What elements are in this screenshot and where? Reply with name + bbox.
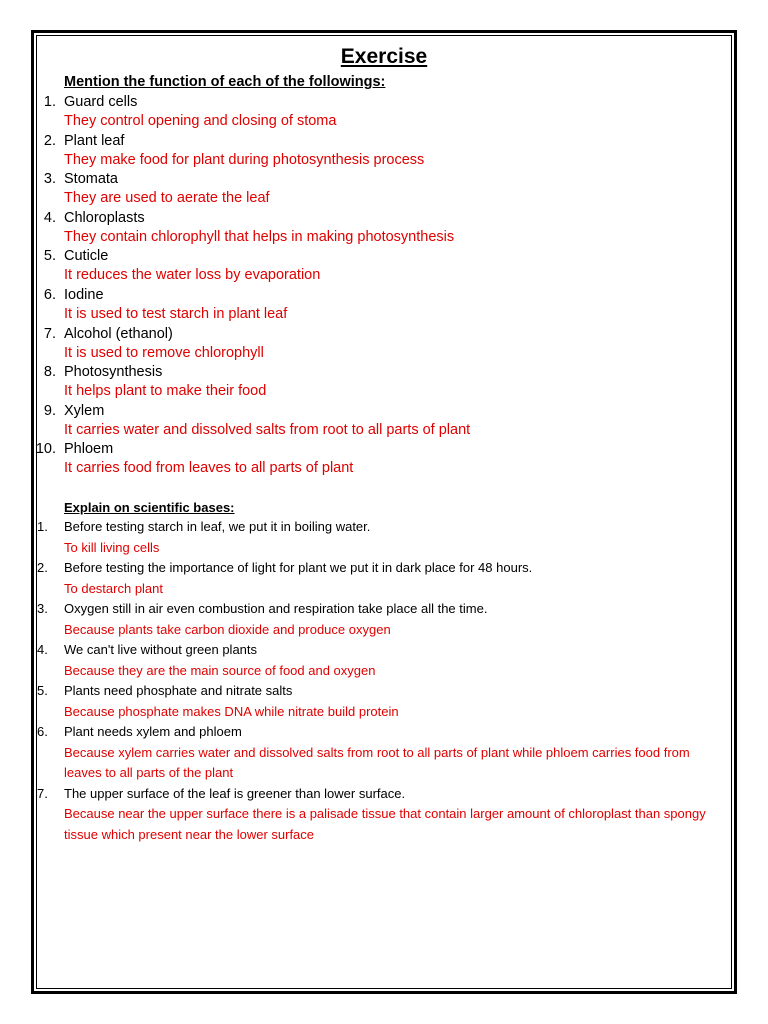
item-question: Before testing the importance of light for plant we put it in dark place for 48 hours.	[64, 560, 533, 575]
item-number: 5.	[43, 248, 56, 265]
item-number: 5.	[37, 683, 48, 698]
item-number: 7.	[43, 325, 56, 342]
item-number: 2.	[43, 132, 56, 149]
item-number: 10.	[35, 441, 56, 458]
list-item	[30, 640, 730, 681]
item-number: 3.	[43, 171, 56, 188]
list-item	[30, 784, 730, 846]
list-item	[30, 681, 730, 722]
list-item	[30, 558, 730, 599]
item-question: The upper surface of the leaf is greener than lower surface.	[64, 785, 406, 801]
list-item	[30, 599, 730, 640]
section-heading-functions: Mention the function of each of the followings:	[64, 74, 386, 90]
section-heading-explain: Explain on scientific bases:	[64, 500, 235, 515]
item-answer: It reduces the water loss by evaporation	[64, 267, 321, 284]
item-term: Guard cells	[64, 94, 138, 110]
item-term: Iodine	[64, 286, 104, 303]
item-question: We can't live without green plants	[64, 642, 258, 657]
item-answer: Because near the upper surface there is a palisade tissue that contain larger amount of chloroplast than spongy tissue which present near the lower surface	[64, 806, 706, 842]
explain-list	[30, 517, 730, 845]
item-answer: To destarch plant	[64, 580, 164, 596]
item-term: Photosynthesis	[64, 364, 163, 381]
item-answer: They make food for plant during photosynthesis process	[64, 151, 425, 168]
item-answer: Because phosphate makes DNA while nitrate build protein	[64, 703, 399, 719]
item-term: Plant leaf	[64, 132, 125, 149]
item-term: Chloroplasts	[64, 209, 145, 226]
item-answer: It carries water and dissolved salts from root to all parts of plant	[64, 421, 471, 438]
item-number: 3.	[37, 601, 48, 616]
item-term: Xylem	[64, 402, 105, 419]
item-number: 9.	[43, 402, 56, 419]
item-question: Oxygen still in air even combustion and respiration take place all the time.	[64, 601, 488, 616]
item-answer: It carries food from leaves to all parts of plant	[64, 460, 354, 477]
item-answer: They control opening and closing of stoma	[64, 113, 337, 129]
item-question: Plants need phosphate and nitrate salts	[64, 683, 293, 698]
item-answer: Because they are the main source of food and oxygen	[64, 662, 376, 678]
item-answer: To kill living cells	[64, 539, 160, 555]
item-number: 6.	[43, 286, 56, 303]
item-number: 8.	[43, 364, 56, 381]
item-number: 1.	[43, 94, 56, 110]
item-term: Stomata	[64, 171, 118, 188]
list-item	[30, 722, 730, 784]
item-answer: It is used to remove chlorophyll	[64, 344, 264, 361]
item-answer: It helps plant to make their food	[64, 383, 267, 400]
item-answer: They are used to aerate the leaf	[64, 190, 270, 207]
item-number: 2.	[37, 560, 48, 575]
item-answer: They contain chlorophyll that helps in making photosynthesis	[64, 228, 455, 245]
item-answer: It is used to test starch in plant leaf	[64, 305, 288, 322]
item-number: 4.	[37, 642, 48, 657]
item-number: 1.	[37, 519, 48, 534]
item-number: 4.	[43, 209, 56, 226]
item-answer: Because xylem carries water and dissolved salts from root to all parts of plant while phloem carries food from leaves to all parts of the plant	[64, 744, 690, 780]
page-title: Exercise	[340, 45, 428, 68]
list-item	[30, 517, 730, 558]
item-term: Cuticle	[64, 248, 109, 265]
item-number: 7.	[37, 785, 48, 801]
item-question: Before testing starch in leaf, we put it in boiling water.	[64, 519, 371, 534]
item-answer: Because plants take carbon dioxide and produce oxygen	[64, 621, 391, 637]
item-term: Phloem	[64, 441, 114, 458]
item-term: Alcohol (ethanol)	[64, 325, 173, 342]
item-number: 6.	[37, 724, 48, 739]
item-question: Plant needs xylem and phloem	[64, 724, 242, 739]
